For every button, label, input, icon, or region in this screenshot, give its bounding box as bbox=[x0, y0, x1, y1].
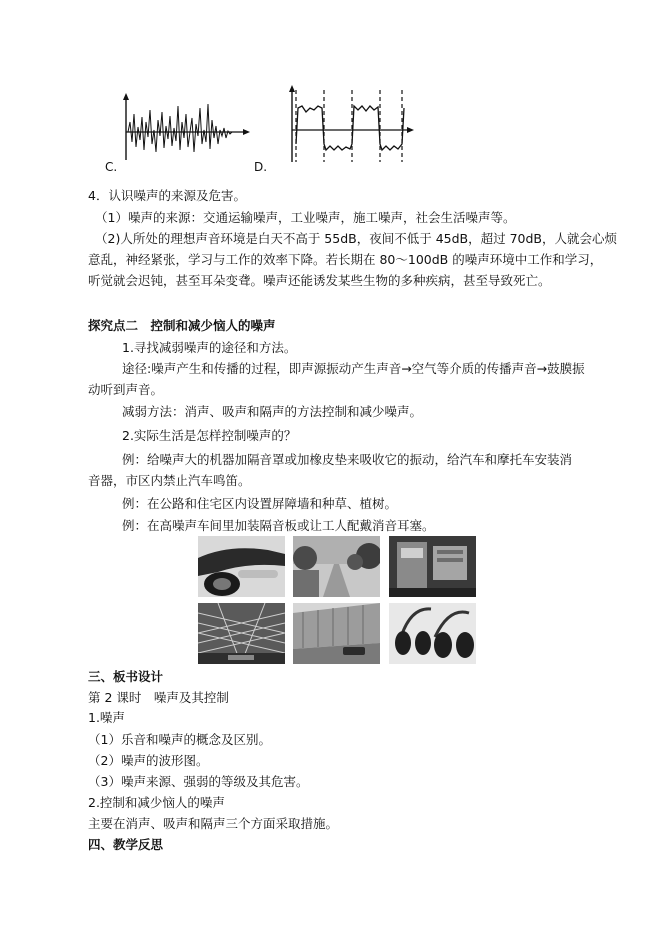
section4-p2-line3: 听觉就会迟钝，甚至耳朵变聋。噪声还能诱发某些生物的多种疾病，甚至导致死亡。 bbox=[88, 273, 551, 288]
explore2-methods: 减弱方法：消声、吸声和隔声的方法控制和减少噪声。 bbox=[122, 404, 423, 419]
explore2-ex1-line2: 音器，市区内禁止汽车鸣笛。 bbox=[88, 473, 251, 488]
board-s1: 1.噪声 bbox=[88, 710, 125, 725]
photo-motorcycle-muffler bbox=[198, 536, 285, 597]
section4-p2-line2: 意乱，神经紧张，学习与工作的效率下降。若长期在 80～100dB 的噪声环境中工作和学习， bbox=[88, 252, 603, 267]
photo-workshop-panels bbox=[389, 536, 476, 597]
photo-road-trees bbox=[293, 536, 380, 597]
section4-p1: （1）噪声的来源：交通运输噪声，工业噪声，施工噪声，社会生活噪声等。 bbox=[95, 210, 516, 225]
photo-highway-noise-barrier bbox=[293, 603, 380, 664]
board-lesson: 第 2 课时 噪声及其控制 bbox=[88, 690, 229, 705]
explore2-ex3: 例：在高噪声车间里加装隔音板或让工人配戴消音耳塞。 bbox=[122, 518, 435, 533]
explore2-ex1-line1: 例：给噪声大的机器加隔音罩或加橡皮垫来吸收它的振动，给汽车和摩托车安装消 bbox=[122, 452, 573, 467]
board-s1c: （3）噪声来源、强弱的等级及其危害。 bbox=[88, 774, 309, 789]
figure-c-label: C. bbox=[105, 160, 118, 174]
figure-d-periodic-waveform bbox=[282, 84, 417, 164]
board-s2a: 主要在消声、吸声和隔声三个方面采取措施。 bbox=[88, 816, 339, 831]
board-s1a: （1）乐音和噪声的概念及区别。 bbox=[88, 732, 271, 747]
figure-d-label: D. bbox=[254, 160, 268, 174]
explore2-item1: 1.寻找减弱噪声的途径和方法。 bbox=[122, 340, 297, 355]
explore2-ex2: 例：在公路和住宅区内设置屏障墙和种草、植树。 bbox=[122, 496, 398, 511]
explore2-path-line2: 动听到声音。 bbox=[88, 382, 164, 397]
section4-p2-line1: （2)人所处的理想声音环境是白天不高于 55dB，夜间不低于 45dB，超过 70dB，人就会心烦 bbox=[95, 231, 617, 246]
explore2-heading: 探究点二 控制和减少恼人的噪声 bbox=[88, 318, 276, 333]
board-s1b: （2）噪声的波形图。 bbox=[88, 753, 209, 768]
board-s2: 2.控制和减少恼人的噪声 bbox=[88, 795, 225, 810]
section4-heading: 4．认识噪声的来源及危害。 bbox=[88, 188, 246, 203]
figure-c-noise-waveform bbox=[118, 92, 253, 162]
reflection-heading: 四、教学反思 bbox=[88, 837, 164, 852]
explore2-path-line1: 途径:噪声产生和传播的过程，即声源振动产生声音→空气等介质的传播声音→鼓膜振 bbox=[122, 361, 585, 376]
photo-sound-barrier-tunnel bbox=[198, 603, 285, 664]
explore2-item2: 2.实际生活是怎样控制噪声的？ bbox=[122, 428, 297, 443]
photo-earmuffs bbox=[389, 603, 476, 664]
board-heading: 三、板书设计 bbox=[88, 669, 164, 684]
